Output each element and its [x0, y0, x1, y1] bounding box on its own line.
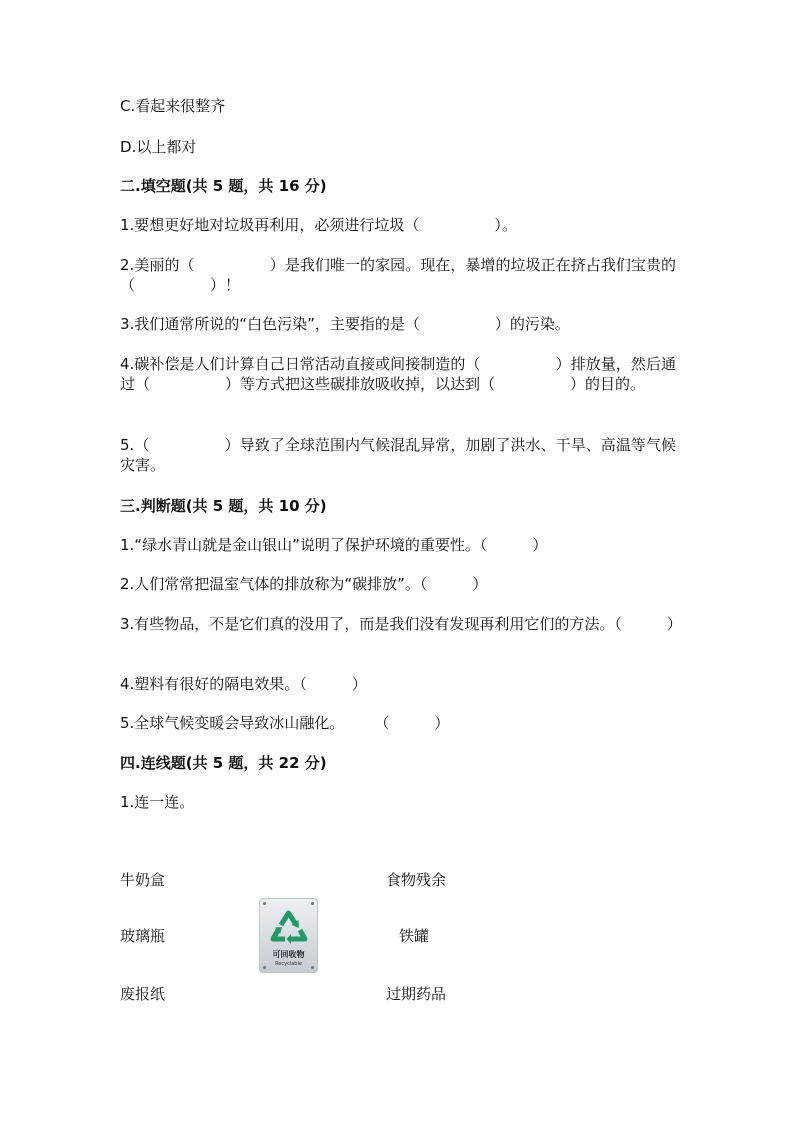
left-item-glass-bottle: 玻璃瓶 — [120, 927, 166, 945]
fill-question-5: 5.（ ）导致了全球范围内气候混乱异常，加剧了洪水、干旱、高温等气候灾害。 — [120, 436, 676, 474]
section-heading-fill-blank: 二.填空题(共 5 题，共 16 分) — [120, 177, 327, 195]
recycle-icon — [267, 906, 310, 948]
left-item-newspaper: 废报纸 — [120, 985, 166, 1003]
judge-question-3: 3.有些物品，不是它们真的没用了，而是我们没有发现再利用它们的方法。（ ） — [120, 615, 682, 633]
matching-question-1: 1.连一连。 — [120, 793, 195, 811]
left-item-milk-carton: 牛奶盒 — [120, 871, 166, 889]
sign-screw — [311, 902, 314, 905]
recyclable-sign — [259, 898, 318, 973]
sign-label-chinese: 可回收物 — [272, 950, 305, 959]
section-heading-true-false: 三.判断题(共 5 题，共 10 分) — [120, 497, 327, 515]
judge-question-1: 1.“绿水青山就是金山银山”说明了保护环境的重要性。（ ） — [120, 536, 548, 554]
sign-label-english: Recyclable — [275, 961, 302, 967]
fill-question-1: 1.要想更好地对垃圾再利用，必须进行垃圾（ ）。 — [120, 216, 517, 234]
right-item-expired-medicine: 过期药品 — [386, 985, 447, 1003]
judge-question-2: 2.人们常常把温室气体的排放称为“碳排放”。（ ） — [120, 575, 488, 593]
right-item-food-waste: 食物残余 — [386, 871, 447, 889]
option-c: C.看起来很整齐 — [120, 97, 226, 115]
fill-question-4: 4.碳补偿是人们计算自己日常活动直接或间接制造的（ ）排放量，然后通过（ ）等方式把这些碳排放吸收掉，以达到（ ）的目的。 — [120, 355, 676, 393]
judge-question-5: 5.全球气候变暖会导致冰山融化。 （ ） — [120, 714, 450, 732]
option-d: D.以上都对 — [120, 138, 197, 156]
fill-question-2: 2.美丽的（ ）是我们唯一的家园。现在，暴增的垃圾正在挤占我们宝贵的（ ）！ — [120, 256, 676, 294]
judge-question-4: 4.塑料有很好的隔电效果。（ ） — [120, 675, 367, 693]
right-item-iron-can: 铁罐 — [399, 927, 430, 945]
fill-question-3: 3.我们通常所说的“白色污染”，主要指的是（ ）的污染。 — [120, 315, 570, 333]
sign-screw — [263, 902, 266, 905]
section-heading-matching: 四.连线题(共 5 题，共 22 分) — [120, 754, 327, 772]
recycle-arrows — [273, 913, 305, 939]
